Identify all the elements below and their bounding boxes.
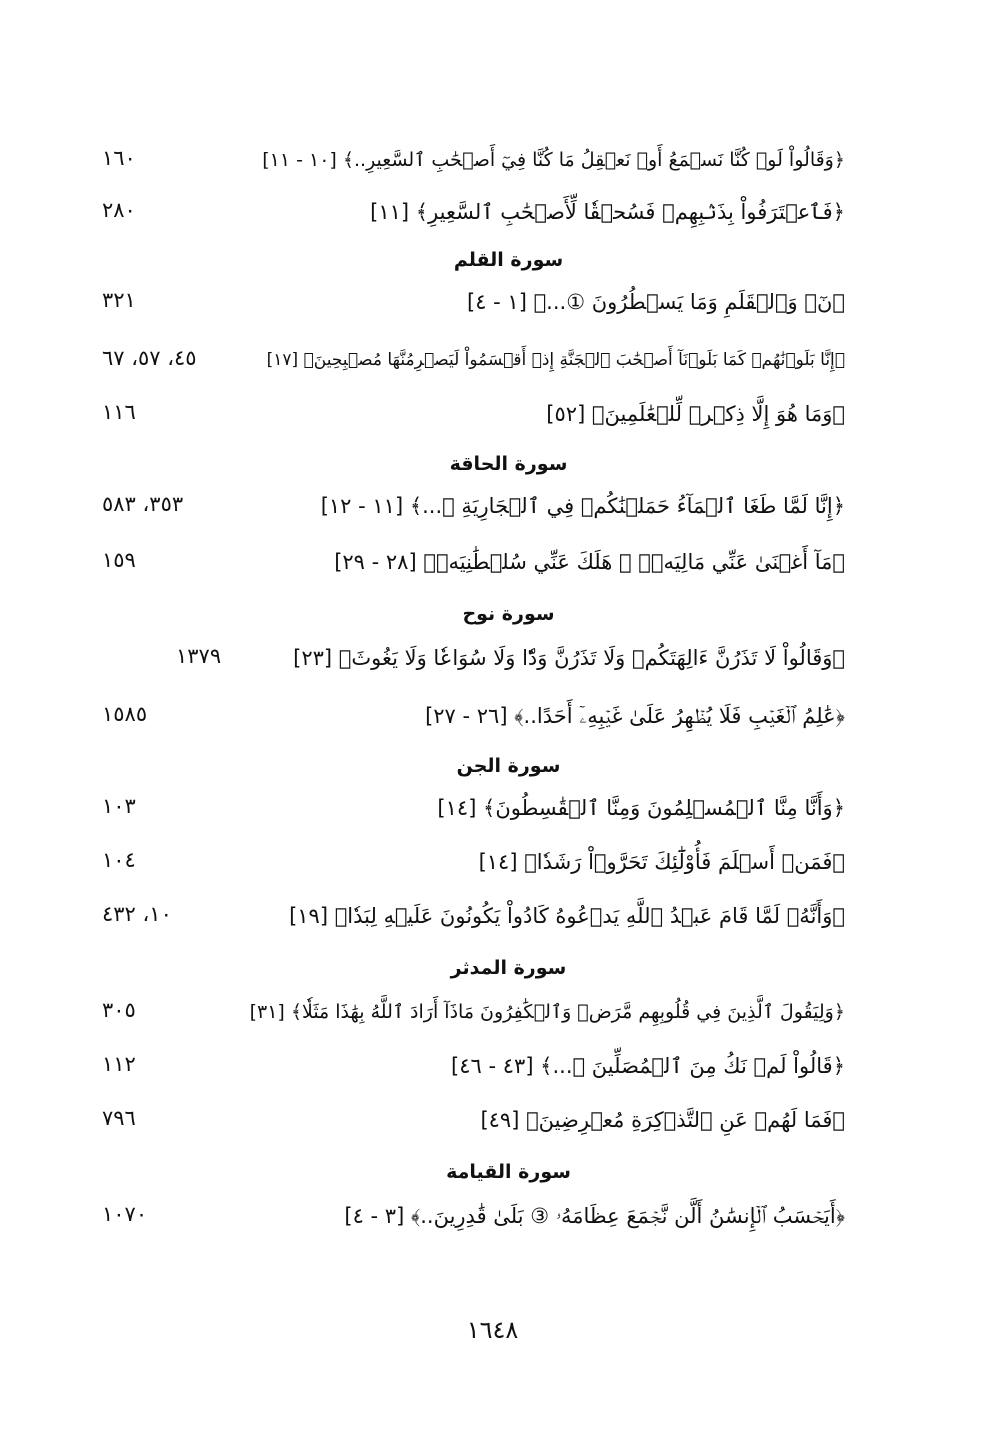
index-entry (0, 338, 985, 382)
verse-text: ﴿وَقَالُواْ لَا تَذَرُنَّ ءَالِهَتَكُمۡ وَلَا تَذَرُنَّ وَدّٗا وَلَا سُوَاعٗا وَلَا يَغُوثَ﴾ [٢٣] (293, 646, 845, 670)
verse-text: ﴿وَمَا هُوَ إِلَّا ذِكۡرٞ لِّلۡعَٰلَمِينَ﴾ [٥٢] (546, 402, 845, 426)
verse-text: ﴿فَٱعۡتَرَفُواْ بِذَنۢبِهِمۡ فَسُحۡقٗا لِّأَصۡحَٰبِ ٱلسَّعِيرِ﴾ [١١] (370, 200, 845, 224)
page-reference: ١٠٧٠ (102, 1202, 148, 1226)
surah-heading-qalam (0, 242, 985, 278)
index-entry (0, 1194, 985, 1238)
index-entry (0, 540, 985, 584)
index-entry (0, 392, 985, 436)
page-reference: ٢٨٠ (102, 198, 136, 222)
page-reference: ١٥٨٥ (102, 702, 148, 726)
surah-heading-label: سورة المدثر (450, 957, 567, 979)
index-entry (0, 990, 985, 1034)
page-reference: ١٥٩ (102, 548, 136, 572)
page-reference: ٧٩٦ (102, 1106, 136, 1130)
page-number: ١٦٤٨ (466, 1316, 519, 1344)
index-entry (0, 786, 985, 830)
page-reference: ٣٥٣، ٥٨٣ (102, 492, 184, 516)
verse-text: ﴿إِنَّا بَلَوۡنَٰهُمۡ كَمَا بَلَوۡنَآ أَصۡحَٰبَ ٱلۡجَنَّةِ إِذۡ أَقۡسَمُواْ لَيَصۡرِمُنَّهَا مُصۡبِحِينَ﴾ [١٧] (266, 350, 845, 370)
page-reference: ١٦٠ (102, 146, 136, 170)
index-entry (0, 1098, 985, 1142)
verse-text: ﴿أَيَحۡسَبُ ٱلۡإِنسَٰنُ أَلَّن نَّجۡمَعَ عِظَامَهُۥ ③ بَلَىٰ قَٰدِرِينَ..﴾ [٣ - ٤] (344, 1204, 845, 1228)
surah-heading-jinn (0, 748, 985, 784)
verse-text: ﴿وَقَالُواْ لَوۡ كُنَّا نَسۡمَعُ أَوۡ نَعۡقِلُ مَا كُنَّا فِيٓ أَصۡحَٰبِ ٱلسَّعِيرِ..﴾ [١٠ - ١١] (262, 149, 845, 171)
surah-heading-nuh (0, 596, 985, 632)
index-entry (0, 894, 985, 938)
verse-text: ﴿إِنَّا لَمَّا طَغَا ٱلۡمَآءُ حَمَلۡنَٰكُمۡ فِي ٱلۡجَارِيَةِ ⑪...﴾ [١١ - ١٢] (320, 494, 845, 518)
index-entry (0, 1044, 985, 1088)
verse-text: ﴿مَآ أَغۡنَىٰ عَنِّي مَالِيَهۡۜ ㉘ هَلَكَ عَنِّي سُلۡطَٰنِيَهۡ﴾ [٢٨ - ٢٩] (334, 550, 845, 574)
surah-heading-label: سورة القلم (453, 249, 564, 271)
index-entry (0, 484, 985, 528)
index-entry (0, 280, 985, 324)
surah-heading-haqqa (0, 446, 985, 482)
surah-heading-label: سورة الجن (456, 755, 561, 777)
page-reference: ١٠، ٤٣٢ (102, 902, 172, 926)
page-reference: ١٠٤ (102, 848, 136, 872)
page-reference: ٣٢١ (102, 288, 136, 312)
surah-heading-label: سورة القيامة (446, 1161, 571, 1183)
verse-text: ﴿فَمَنۡ أَسۡلَمَ فَأُوْلَٰٓئِكَ تَحَرَّوۡاْ رَشَدٗا﴾ [١٤] (478, 850, 845, 874)
surah-heading-qiyama (0, 1154, 985, 1190)
page-reference: ١٣٧٩ (176, 644, 222, 668)
page-reference: ١١٦ (102, 400, 136, 424)
page-reference: ١٠٣ (102, 794, 136, 818)
index-entry (0, 190, 985, 234)
page-reference: ٤٥، ٥٧، ٦٧ (102, 346, 197, 370)
verse-text: ﴿وَلِيَقُولَ ٱلَّذِينَ فِي قُلُوبِهِم مَّرَضٞ وَٱلۡكَٰفِرُونَ مَاذَآ أَرَادَ ٱللَّهُ بِهَٰذَا مَثَلٗا﴾ [٣١] (249, 1001, 845, 1023)
surah-heading-label: سورة الحاقة (449, 453, 568, 475)
verse-text: ﴿وَأَنَّهُۥ لَمَّا قَامَ عَبۡدُ ٱللَّهِ يَدۡعُوهُ كَادُواْ يَكُونُونَ عَلَيۡهِ لِبَدٗا﴾ [١٩] (289, 904, 845, 928)
page-reference: ٣٠٥ (102, 998, 136, 1022)
verse-text: ﴿وَأَنَّا مِنَّا ٱلۡمُسۡلِمُونَ وَمِنَّا ٱلۡقَٰسِطُونَ﴾ [١٤] (437, 796, 845, 820)
index-entry (0, 636, 985, 680)
surah-heading-label: سورة نوح (462, 603, 555, 625)
page-reference: ١١٢ (102, 1052, 136, 1076)
verse-text: ﴿نٓۚ وَٱلۡقَلَمِ وَمَا يَسۡطُرُونَ ①...﴾ [١ - ٤] (467, 290, 845, 314)
index-entry (0, 138, 985, 182)
verse-text: ﴿عَٰلِمُ ٱلۡغَيۡبِ فَلَا يُظۡهِرُ عَلَىٰ غَيۡبِهِۦٓ أَحَدًا..﴾ [٢٦ - ٢٧] (425, 704, 845, 728)
surah-heading-muddaththir (0, 950, 985, 986)
index-entry (0, 840, 985, 884)
verse-text: ﴿قَالُواْ لَمۡ نَكُ مِنَ ٱلۡمُصَلِّينَ ㊸...﴾ [٤٣ - ٤٦] (451, 1054, 845, 1078)
verse-text: ﴿فَمَا لَهُمۡ عَنِ ٱلتَّذۡكِرَةِ مُعۡرِضِينَ﴾ [٤٩] (480, 1108, 845, 1132)
index-entry (0, 694, 985, 738)
